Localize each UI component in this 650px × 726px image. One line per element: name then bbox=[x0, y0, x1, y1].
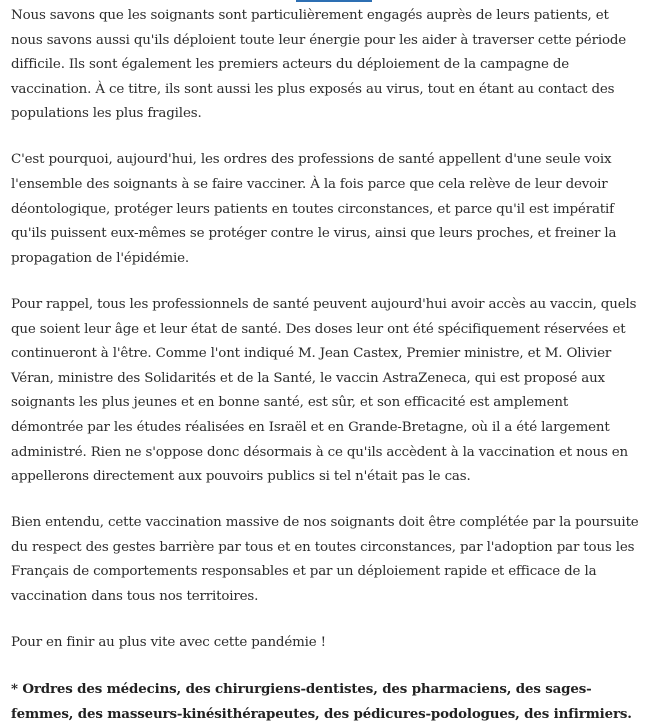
paragraph-appel-vaccination: C'est pourquoi, aujourd'hui, les ordres des professions de santé appellent d'une seule voix l'ensemble des soignants à se faire vacciner. À la fois parce que cela relève de leur devoir déontologique, protéger leurs patients en toutes circonstances, et parce qu'il est impératif qu'ils puissent eux-mêmes se protéger contre le virus, ainsi que leurs proches, et freiner la propagation de l'épidémie. bbox=[11, 152, 617, 266]
footnote-ordres: * Ordres des médecins, des chirurgiens-dentistes, des pharmaciens, des sages-femmes, des masseurs-kinésithérapeutes, des pédicures-podologues, des infirmiers. bbox=[11, 681, 632, 722]
article-body bbox=[11, 0, 641, 726]
paragraph-soignants-engages: Nous savons que les soignants sont particulièrement engagés auprès de leurs patients, et nous savons aussi qu'ils déploient toute leur énergie pour les aider à traverser cette période difficile. Ils sont également les premiers acteurs du déploiement de la campagne de vaccination. À ce titre, ils sont aussi les plus exposés au virus, tout en étant au contact des populations les plus fragiles. bbox=[11, 8, 627, 122]
paragraph-rappel-acces-vaccin: Pour rappel, tous les professionnels de santé peuvent aujourd'hui avoir accès au vaccin, quels que soient leur âge et leur état de santé. Des doses leur ont été spécifiquement réservées et continueront à l'être. Comme l'ont indiqué M. Jean Castex, Premier ministre, et M. Olivier Véran, ministre des Solidarités et de la Santé, le vaccin AstraZeneca, qui est proposé aux soignants les plus jeunes et en bonne santé, est sûr, et son efficacité est amplement démontrée par les études réalisées en Israël et en Grande-Bretagne, où il a été largement administré. Rien ne s'oppose donc désormais à ce qu'ils accèdent à la vaccination et nous en appellerons directement aux pouvoirs publics si tel n'était pas le cas. bbox=[11, 296, 637, 485]
paragraph-conclusion: Pour en finir au plus vite avec cette pandémie ! bbox=[11, 635, 326, 651]
paragraph-gestes-barriere: Bien entendu, cette vaccination massive de nos soignants doit être complétée par la poursuite du respect des gestes barrière par tous et en toutes circonstances, par l'adoption par tous les Français de comportements responsables et par un déploiement rapide et efficace de la vaccination dans tous nos territoires. bbox=[11, 515, 639, 604]
